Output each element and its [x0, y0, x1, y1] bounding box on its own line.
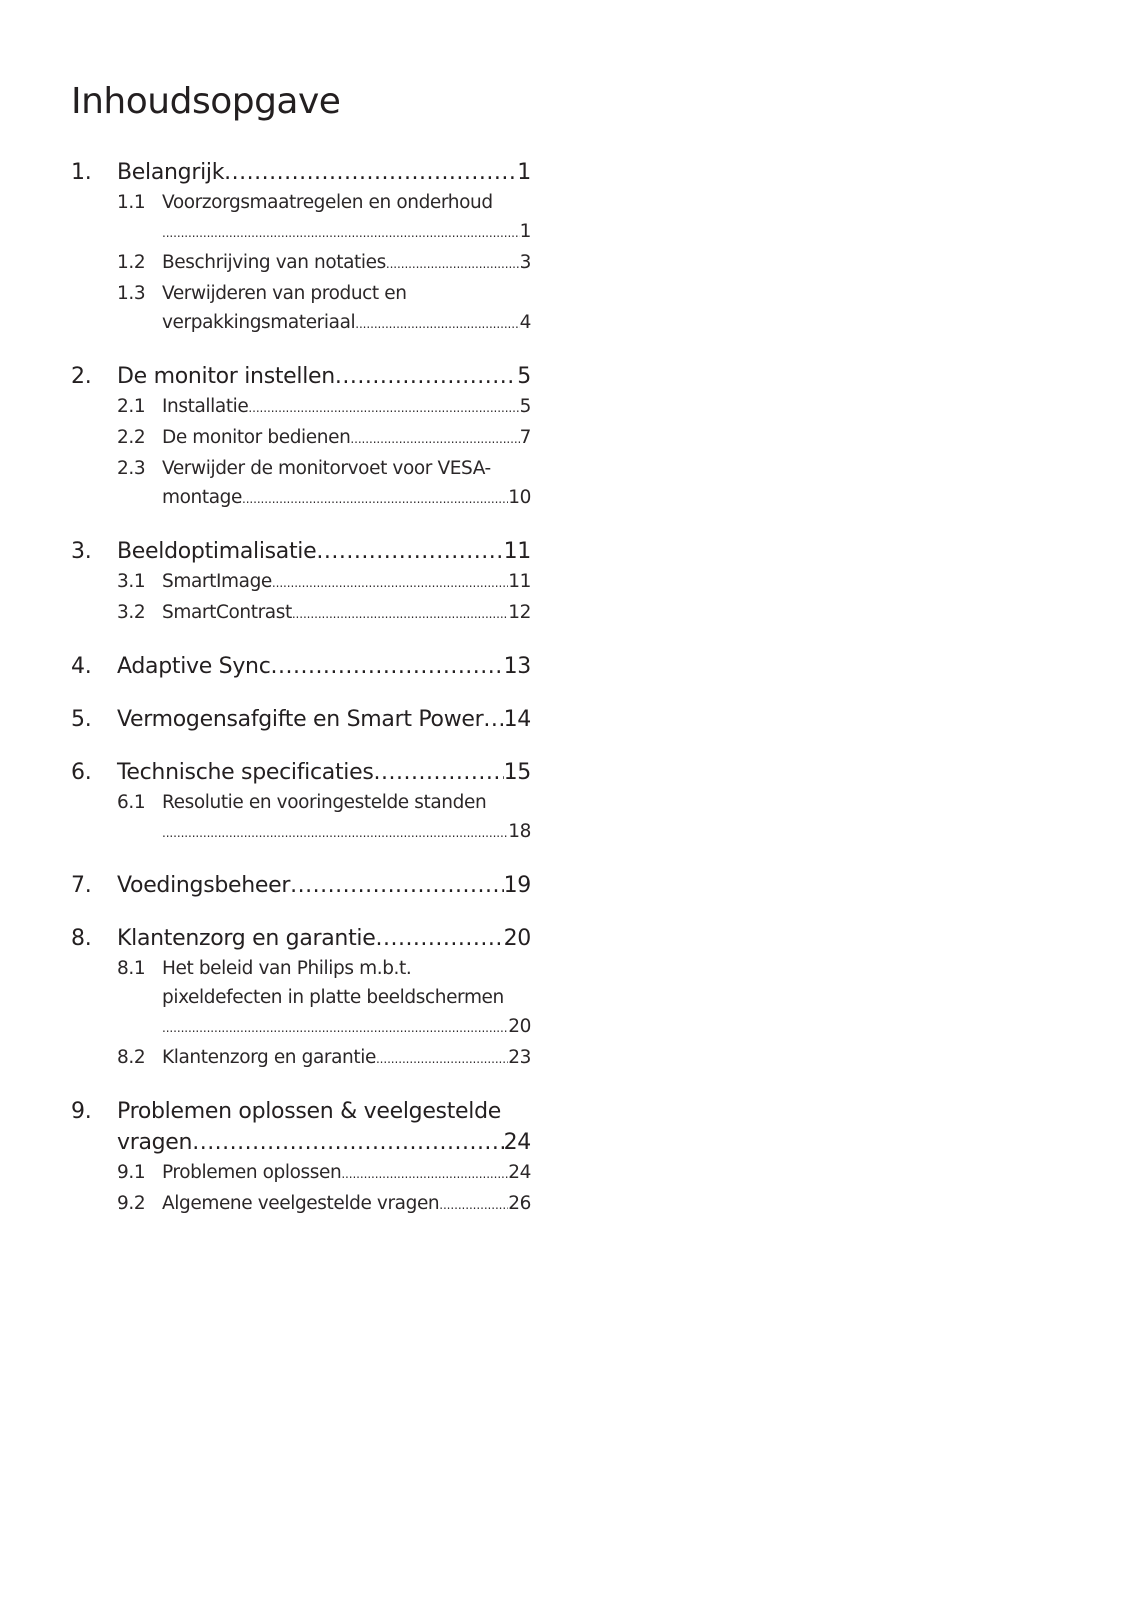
- page-title: Inhoudsopgave: [71, 81, 341, 122]
- page-number: 18: [508, 821, 531, 842]
- chapter-number: 7.: [71, 873, 92, 898]
- chapter-number: 4.: [71, 654, 92, 679]
- chapter-title: Klantenzorg en garantie: [117, 926, 376, 951]
- subsection-title: Problemen oplossen: [162, 1162, 342, 1183]
- toc-chapter-5: [71, 704, 531, 735]
- toc-entry-subsection[interactable]: [71, 567, 531, 598]
- dot-leader: [350, 425, 519, 454]
- dot-leader: [248, 394, 519, 423]
- toc-entry-chapter[interactable]: [71, 361, 531, 392]
- dot-leader: [290, 870, 503, 901]
- page-number: 13: [503, 654, 531, 679]
- page-number: 24: [508, 1162, 531, 1183]
- dot-leader: [192, 1127, 503, 1158]
- dot-leader: [341, 1160, 508, 1189]
- toc-entry-subsection[interactable]: [71, 983, 531, 1012]
- dot-leader: [375, 923, 503, 954]
- chapter-number: 3.: [71, 539, 92, 564]
- dot-leader: [376, 1045, 508, 1074]
- toc-entry-subsection[interactable]: [71, 308, 531, 339]
- subsection-title: Voorzorgsmaatregelen en onderhoud: [162, 192, 493, 213]
- subsection-number: 1.1: [117, 192, 146, 213]
- page-number: 1: [519, 221, 531, 242]
- dot-leader: [292, 600, 508, 629]
- page-number: 7: [519, 427, 531, 448]
- toc-entry-subsection[interactable]: [71, 1158, 531, 1189]
- subsection-title: Resolutie en vooringestelde standen: [162, 792, 487, 813]
- page-number: 20: [508, 1016, 531, 1037]
- chapter-number: 2.: [71, 364, 92, 389]
- subsection-title: Beschrijving van notaties: [162, 252, 386, 273]
- dot-leader: [162, 819, 508, 848]
- subsection-title: Verwijder de monitorvoet voor VESA-: [162, 458, 491, 479]
- toc-entry-subsection[interactable]: [71, 217, 531, 248]
- subsection-number: 6.1: [117, 792, 146, 813]
- toc-chapter-3: [71, 536, 531, 629]
- dot-leader: [374, 757, 504, 788]
- toc-chapter-9: [71, 1096, 531, 1220]
- dot-leader: [316, 536, 503, 567]
- chapter-title: Vermogensafgifte en Smart Power: [117, 707, 484, 732]
- chapter-title: Beeldoptimalisatie: [117, 539, 317, 564]
- page-number: 19: [503, 873, 531, 898]
- page-number: 11: [503, 539, 531, 564]
- subsection-title: SmartImage: [162, 571, 272, 592]
- page-number: 11: [508, 571, 531, 592]
- dot-leader: [224, 157, 517, 188]
- toc-entry-subsection[interactable]: [71, 248, 531, 279]
- page-number: 4: [519, 312, 531, 333]
- chapter-number: 5.: [71, 707, 92, 732]
- chapter-title: Voedingsbeheer: [117, 873, 291, 898]
- toc-entry-chapter[interactable]: [71, 757, 531, 788]
- page-number: 5: [519, 396, 531, 417]
- toc-entry-subsection[interactable]: [71, 1012, 531, 1043]
- chapter-title: Technische specificaties: [117, 760, 374, 785]
- subsection-title: verpakkingsmateriaal: [162, 312, 356, 333]
- subsection-number: 8.1: [117, 958, 146, 979]
- chapter-title: Belangrijk: [117, 160, 225, 185]
- page-number: 5: [517, 364, 531, 389]
- subsection-title: Verwijderen van product en: [162, 283, 407, 304]
- toc-entry-subsection[interactable]: [71, 279, 531, 308]
- toc-entry-subsection[interactable]: [71, 188, 531, 217]
- chapter-number: 9.: [71, 1099, 92, 1124]
- subsection-title: Algemene veelgestelde vragen: [162, 1193, 440, 1214]
- dot-leader: [335, 361, 517, 392]
- subsection-title: montage: [162, 487, 242, 508]
- toc-entry-subsection[interactable]: [71, 483, 531, 514]
- subsection-number: 1.2: [117, 252, 146, 273]
- subsection-title: SmartContrast: [162, 602, 292, 623]
- toc-entry-chapter[interactable]: [71, 1127, 531, 1158]
- subsection-number: 2.3: [117, 458, 146, 479]
- toc-entry-chapter[interactable]: [71, 923, 531, 954]
- chapter-number: 8.: [71, 926, 92, 951]
- toc-entry-chapter[interactable]: [71, 870, 531, 901]
- page-number: 14: [503, 707, 531, 732]
- toc-entry-subsection[interactable]: [71, 454, 531, 483]
- toc-chapter-4: [71, 651, 531, 682]
- subsection-number: 2.1: [117, 396, 146, 417]
- toc-chapter-8: [71, 923, 531, 1074]
- dot-leader: [386, 250, 520, 279]
- subsection-number: 2.2: [117, 427, 146, 448]
- page-number: 26: [508, 1193, 531, 1214]
- toc-entry-subsection[interactable]: [71, 598, 531, 629]
- subsection-number: 3.1: [117, 571, 146, 592]
- toc-chapter-1: [71, 157, 531, 339]
- page-number: 12: [508, 602, 531, 623]
- dot-leader: [162, 1014, 508, 1043]
- subsection-title: Klantenzorg en garantie: [162, 1047, 376, 1068]
- page-number: 23: [508, 1047, 531, 1068]
- toc-entry-chapter[interactable]: [71, 651, 531, 682]
- subsection-title: pixeldefecten in platte beeldschermen: [162, 987, 504, 1008]
- toc-entry-subsection[interactable]: [71, 1043, 531, 1074]
- chapter-title: Problemen oplossen & veelgestelde: [117, 1099, 501, 1124]
- page-number: 3: [519, 252, 531, 273]
- page-number: 20: [503, 926, 531, 951]
- subsection-title: Installatie: [162, 396, 249, 417]
- toc-chapter-2: [71, 361, 531, 514]
- chapter-title: De monitor instellen: [117, 364, 335, 389]
- dot-leader: [439, 1191, 508, 1220]
- toc-entry-chapter[interactable]: [71, 157, 531, 188]
- subsection-title: Het beleid van Philips m.b.t.: [162, 958, 412, 979]
- subsection-number: 3.2: [117, 602, 146, 623]
- dot-leader: [242, 485, 508, 514]
- subsection-number: 9.2: [117, 1193, 146, 1214]
- dot-leader: [355, 310, 519, 339]
- toc-chapter-6: [71, 757, 531, 848]
- toc-entry-chapter[interactable]: [71, 1096, 531, 1127]
- toc-entry-subsection[interactable]: [71, 954, 531, 983]
- dot-leader: [162, 219, 520, 248]
- toc-entry-subsection[interactable]: [71, 788, 531, 817]
- subsection-title: De monitor bedienen: [162, 427, 351, 448]
- dot-leader: [270, 651, 503, 682]
- page-number: 24: [503, 1130, 531, 1155]
- dot-leader: [483, 704, 503, 735]
- subsection-number: 8.2: [117, 1047, 146, 1068]
- toc-entry-subsection[interactable]: [71, 423, 531, 454]
- page-number: 1: [517, 160, 531, 185]
- toc-entry-subsection[interactable]: [71, 1189, 531, 1220]
- toc-entry-chapter[interactable]: [71, 704, 531, 735]
- toc-entry-subsection[interactable]: [71, 817, 531, 848]
- page-number: 10: [508, 487, 531, 508]
- page-number: 15: [503, 760, 531, 785]
- chapter-number: 1.: [71, 160, 92, 185]
- toc-chapter-7: [71, 870, 531, 901]
- subsection-number: 1.3: [117, 283, 146, 304]
- toc-entry-subsection[interactable]: [71, 392, 531, 423]
- chapter-title: vragen: [117, 1130, 193, 1155]
- dot-leader: [272, 569, 508, 598]
- chapter-number: 6.: [71, 760, 92, 785]
- subsection-number: 9.1: [117, 1162, 146, 1183]
- chapter-title: Adaptive Sync: [117, 654, 271, 679]
- table-of-contents: [71, 157, 531, 1242]
- toc-entry-chapter[interactable]: [71, 536, 531, 567]
